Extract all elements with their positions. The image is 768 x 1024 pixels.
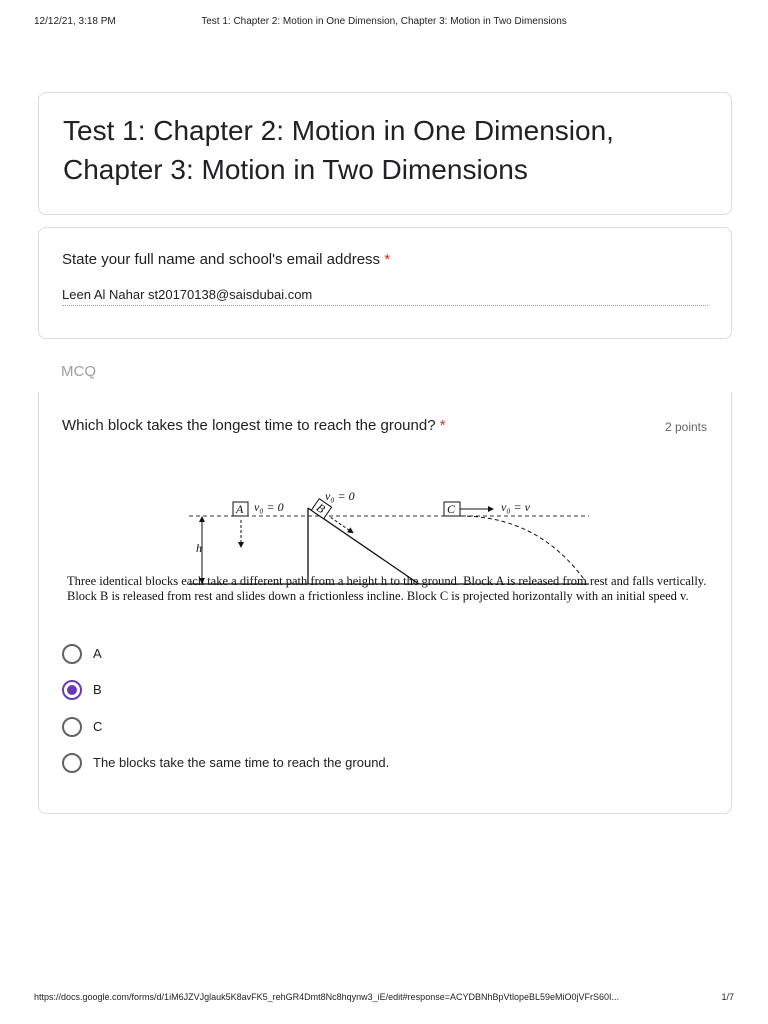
radio-same-time[interactable] [62,753,82,773]
name-question-label [62,251,390,268]
print-title: Test 1: Chapter 2: Motion in One Dimension, Chapter 3: Motion in Two Dimensions [201,16,567,27]
name-question-card [38,227,732,339]
radio-a[interactable] [62,644,82,664]
required-asterisk: * [384,251,391,268]
option-b-label: B [93,682,102,697]
figure-caption: Three identical blocks each take a different path from a height h to the ground. Block A is released from rest and falls vertically. Block B is released from rest and slides down a frictionless incline. Block C is projected horizontally with an initial speed v. [67,574,707,603]
required-asterisk: * [439,417,446,434]
option-same-time-label: The blocks take the same time to reach the ground. [93,755,390,770]
block-b-velocity: v₀ = 0 [325,489,355,503]
print-footer [34,992,734,1006]
height-label: h [196,541,202,555]
mcq-question-label [62,417,446,434]
print-header [34,16,734,30]
name-answer[interactable]: Leen Al Nahar st20170138@saisdubai.com [62,287,313,302]
option-c-label: C [93,719,103,734]
print-datetime: 12/12/21, 3:18 PM [34,16,116,27]
incline-slope [308,508,419,584]
print-url: https://docs.google.com/forms/d/1iM6JZVJglauk5K8avFK5_rehGR4Dmt8Nc8hqynw3_iE/edit#response=ACYDBNhBpVtlopeBL59eMiO0jVFrS60I... [34,992,620,1002]
option-a-label: A [93,646,102,661]
mcq-question-text: Which block takes the longest time to reach the ground? [62,417,436,434]
radio-c[interactable] [62,717,82,737]
mcq-question-card [38,392,732,814]
form-title: Test 1: Chapter 2: Motion in One Dimension, Chapter 3: Motion in Two Dimensions [63,115,614,185]
points-label: 2 points [664,420,707,434]
page-number: 1/7 [721,992,734,1002]
block-b-label: B [313,500,328,517]
answer-underline [62,305,708,306]
form-title-card [38,92,732,215]
radio-b[interactable] [62,680,82,700]
block-b-slide-arrow [331,517,351,531]
block-c-velocity: v₀ = v [501,500,530,514]
block-a-velocity: v₀ = 0 [254,500,284,514]
block-c-label: C [447,502,456,516]
section-title: MCQ [61,363,96,380]
block-c-trajectory [460,516,586,582]
block-a-label: A [236,502,244,516]
name-question-text: State your full name and school's email address [62,251,381,268]
